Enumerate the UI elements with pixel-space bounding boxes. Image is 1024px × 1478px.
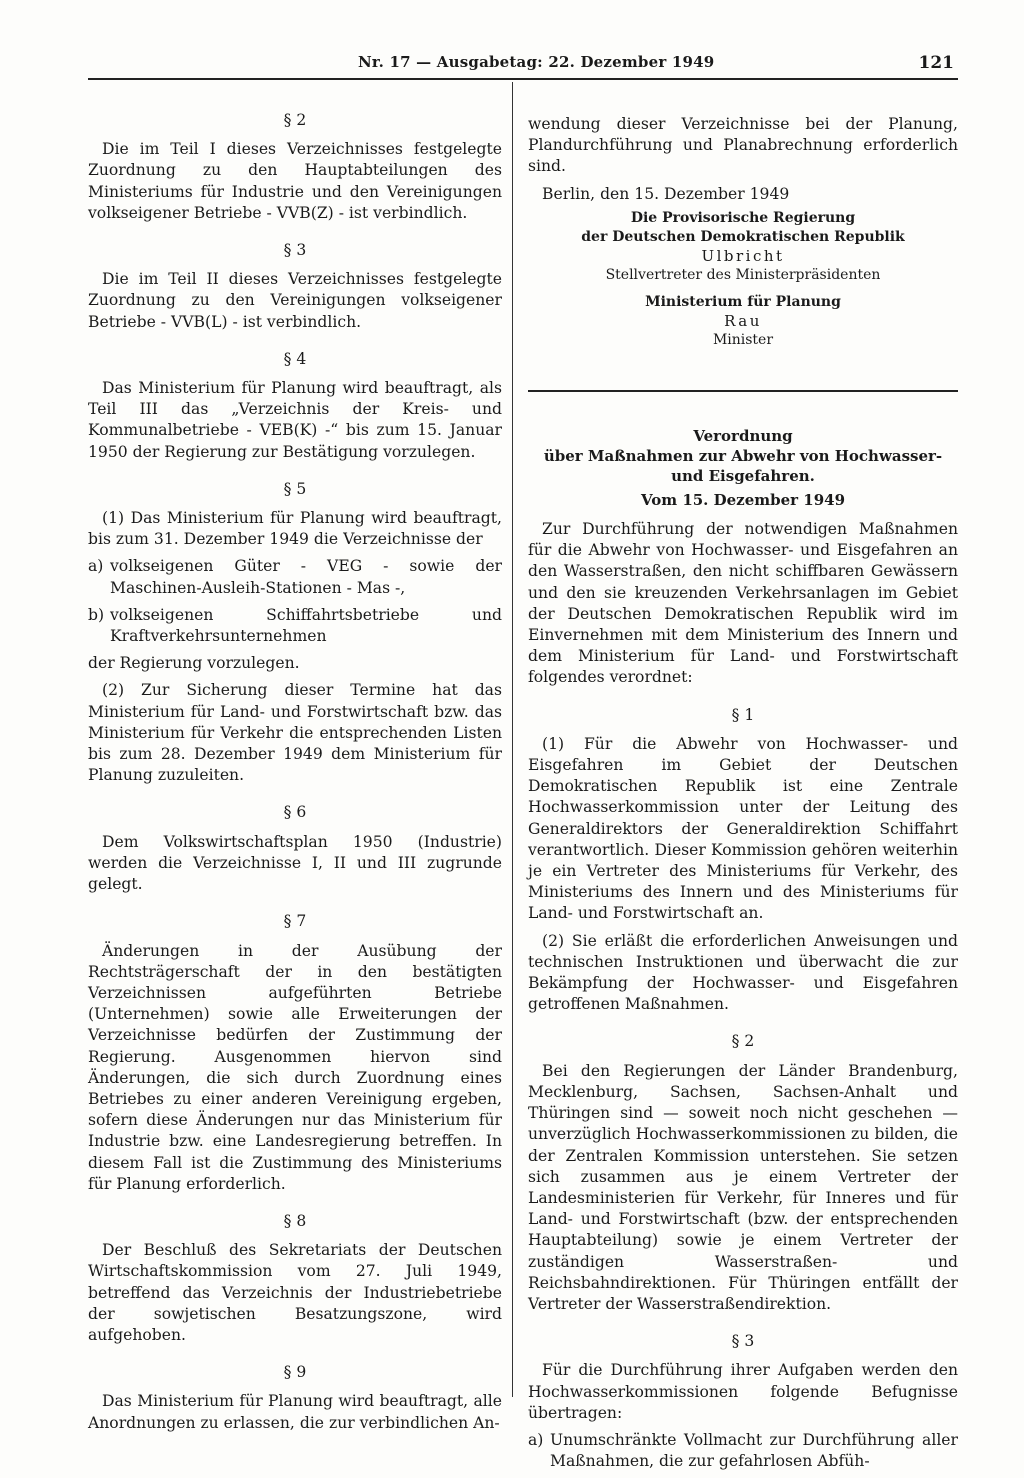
signature-block [528,209,958,350]
section-heading: § 2 [283,111,307,129]
item-label: b) [88,605,105,624]
paragraph: wendung dieser Verzeichnisse bei der Planung, Plandurchführung und Planabrechnung erforderlich sind. [528,115,958,176]
paragraph: Die im Teil I dieses Verzeichnisses festgelegte Zuordnung zu den Hauptabteilungen des Ministeriums für Industrie und den Vereinigungen volkseigener Betriebe - VVB(Z) - ist verbindlich. [88,140,502,222]
paragraph: Die im Teil II dieses Verzeichnisses festgelegte Zuordnung zu den Vereinigungen volkseigener Betriebe - VVB(L) - ist verbindlich. [88,270,502,331]
section-heading: § 5 [283,479,307,498]
divider-rule [528,390,958,392]
item-list [88,556,502,647]
paragraph: (2) Zur Sicherung dieser Termine hat das Ministerium für Land- und Forstwirtschaft bzw. das Ministerium für Verkehr die entsprechenden Listen bis zum 28. Dezember 1949 dem Ministerium für Planung zuzuleiten. [88,681,502,785]
column-divider [512,82,513,1397]
place-date: Berlin, den 15. Dezember 1949 [542,184,790,203]
paragraph: Bei den Regierungen der Länder Brandenburg, Mecklenburg, Sachsen, Sachsen-Anhalt und Thüringen sind — soweit noch nicht geschehen — unverzüglich Hochwasserkommissionen zu bilden, die der Zentralen Kommission unterstehen. Sie setzen sich zusammen aus je einem Vertreter der Landesministerien für Verkehr, für Inneres und für Land- und Forstwirtschaft (bzw. der entsprechenden Hauptabteilung) sowie je einem Vertreter der zuständigen Wasserstraßen- und Reichsbahndirektionen. Für Thüringen entfällt der Vertreter der Wasserstraßendirektion. [528,1061,958,1313]
ministry-name: Ministerium für Planung [645,293,841,310]
item-list [528,1430,958,1472]
item-text: volkseigenen Schiffahrtsbetriebe und Kraftverkehrsunternehmen [110,605,502,646]
signatory-name: Rau [724,311,762,330]
decree-date: Vom 15. Dezember 1949 [640,490,846,509]
left-column [88,100,502,1440]
paragraph: Dem Volkswirtschaftsplan 1950 (Industrie) werden die Verzeichnisse I, II und III zugrunde gelegt. [88,832,502,894]
section-heading: § 1 [731,705,755,724]
list-item [88,556,502,598]
paragraph: Zur Durchführung der notwendigen Maßnahmen für die Abwehr von Hochwasser- und Eisgefahren an den Wasserstraßen, den nicht schiffbaren Gewässern und den sie kreuzenden Verkehrsanlagen im Gebiet der Deutschen Demokratischen Republik wird im Einvernehmen mit dem Ministerium des Innern und dem Ministerium für Land- und Forstwirtschaft folgendes verordnet: [528,520,958,687]
item-label: a) [88,557,104,576]
section-heading: § 7 [283,912,307,931]
government-name: der Deutschen Demokratischen Republik [581,228,905,245]
paragraph: Änderungen in der Ausübung der Rechtsträgerschaft der in den bestätigten Verzeichnissen aufgeführten Betriebe (Unternehmen) sowie alle Erweiterungen der Verzeichnisse bedürfen der Zustimmung der Regierung. Ausgenommen hiervon sind Änderungen, die sich durch Zuordnung eines Betriebes zu einer anderen Vereinigung ergeben, sofern diese Änderungen nur das Ministerium für Industrie bzw. eine Landesregierung betreffen. In diesem Fall ist die Zustimmung des Ministeriums für Planung erforderlich. [88,941,502,1193]
item-label: a) [528,1430,544,1449]
right-column [528,114,958,1478]
paragraph: (2) Sie erläßt die erforderlichen Anweisungen und technischen Instruktionen und überwacht die zur Bekämpfung der Hochwasser- und Eisgefahren getroffenen Maßnahmen. [528,931,958,1014]
section-heading: § 4 [283,349,307,368]
section-heading: § 9 [283,1363,307,1382]
government-name: Die Provisorische Regierung [630,209,856,226]
list-item [528,1430,958,1472]
paragraph: der Regierung vorzulegen. [88,654,300,673]
issue-line: Nr. 17 — Ausgabetag: 22. Dezember 1949 [358,53,715,71]
paragraph: Das Ministerium für Planung wird beauftragt, als Teil III das „Verzeichnis der Kreis- und Kommunalbetriebe - VEB(K) -“ bis zum 15. Januar 1950 der Regierung zur Bestätigung vorzulegen. [88,379,502,461]
section-heading: § 2 [731,1032,755,1051]
header-rule [88,78,958,80]
paragraph: (1) Für die Abwehr von Hochwasser- und Eisgefahren im Gebiet der Deutschen Demokratischen Republik ist eine Zentrale Hochwasserkommission unter der Leitung des Generaldirektors der Generaldirektion Schiffahrt verantwortlich. Dieser Kommission gehören weiterhin je ein Vertreter des Ministeriums für Verkehr, des Ministeriums des Innern und des Ministeriums für Land- und Forstwirtschaft an. [528,734,958,923]
decree-subtitle: über Maßnahmen zur Abwehr von Hochwasser- und Eisgefahren. [543,446,943,485]
section-heading: § 3 [731,1332,755,1351]
paragraph: (1) Das Ministerium für Planung wird beauftragt, bis zum 31. Dezember 1949 die Verzeichnisse der [88,509,502,549]
section-heading: § 3 [283,241,307,260]
item-text: Unumschränkte Vollmacht zur Durchführung aller Maßnahmen, die zur gefahrlosen Abfüh- [550,1430,958,1471]
paragraph: Für die Durchführung ihrer Aufgaben werden den Hochwasserkommissionen folgende Befugnisse übertragen: [528,1361,958,1422]
signatory-role: Stellvertreter des Ministerpräsidenten [605,266,881,283]
section-heading: § 6 [283,803,307,822]
list-item [88,605,502,647]
signatory-name: Ulbricht [701,246,785,265]
item-text: volkseigenen Güter - VEG - sowie der Maschinen-Ausleih-Stationen - Mas -, [110,557,502,597]
page-number: 121 [918,53,954,73]
section-heading: § 8 [283,1211,307,1230]
paragraph: Der Beschluß des Sekretariats der Deutschen Wirtschaftskommission vom 27. Juli 1949, betreffend das Verzeichnis der Industriebetriebe der sowjetischen Besatzungszone, wird aufgehoben. [88,1241,502,1344]
paragraph: Das Ministerium für Planung wird beauftragt, alle Anordnungen zu erlassen, die zur verbindlichen An- [88,1392,502,1432]
page-header [88,50,958,80]
signatory-role: Minister [712,331,774,348]
decree-title: Verordnung [693,426,793,445]
